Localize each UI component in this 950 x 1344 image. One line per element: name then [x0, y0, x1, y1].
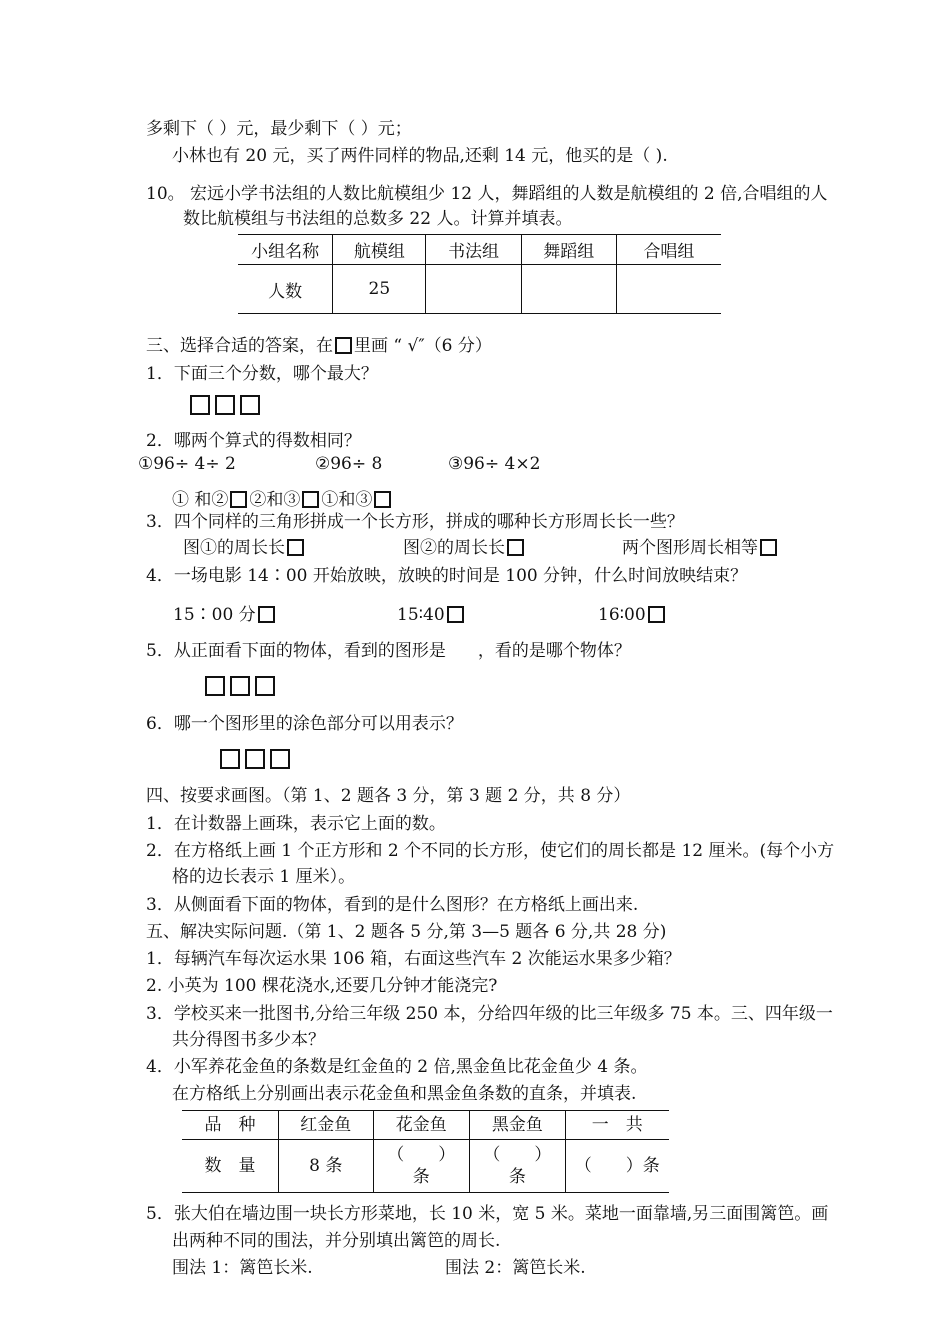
table-header: 合唱组 — [616, 235, 721, 265]
s5-q2-text: 2. 小英为 100 棵花浇水,还要几分钟才能浇完? — [146, 976, 498, 996]
section-4-heading: 四、按要求画图。（第 1、2 题各 3 分，第 3 题 2 分，共 8 分） — [146, 786, 631, 806]
table-cell[interactable] — [521, 265, 616, 314]
answer-checkbox[interactable] — [302, 491, 319, 508]
answer-checkbox[interactable] — [270, 749, 290, 769]
table-header: 航模组 — [333, 235, 426, 265]
s3-q3-option-2: 图②的周长长 — [403, 537, 526, 559]
s3-q1-choices — [190, 395, 260, 415]
answer-checkbox[interactable] — [240, 395, 260, 415]
table-cell[interactable] — [616, 265, 721, 314]
q10-text-1: 10。 宏远小学书法组的人数比航模组少 12 人，舞蹈组的人数是航模组的 2 倍,合唱组的人 — [146, 184, 828, 204]
answer-checkbox[interactable] — [374, 491, 391, 508]
table-cell: 25 — [333, 265, 426, 314]
s3-q3-option-1: 图①的周长长 — [183, 537, 306, 559]
s3-q6-text: 6．哪一个图形里的涂色部分可以用表示？ — [146, 714, 463, 734]
s3-q1-text: 1．下面三个分数，哪个最大？ — [146, 364, 378, 384]
s3-q4-text: 4．一场电影 14∶00 开始放映，放映的时间是 100 分钟，什么时间放映结束？ — [146, 566, 748, 586]
table-header: 一 共 — [565, 1111, 669, 1140]
s5-q5-text-1: 5．张大伯在墙边围一块长方形菜地，长 10 米，宽 5 米。菜地一面靠墙,另三面围篱笆。画 — [146, 1204, 829, 1224]
table-cell-total[interactable]: （ ）条 — [565, 1140, 669, 1193]
answer-checkbox[interactable] — [760, 539, 777, 556]
s3-q4-option-2: 15∶40 — [397, 604, 466, 626]
table-header: 花金鱼 — [373, 1111, 470, 1140]
answer-checkbox[interactable] — [255, 676, 275, 696]
s4-q2-text-2: 格的边长表示 1 厘米）。 — [172, 867, 356, 887]
answer-checkbox[interactable] — [220, 749, 240, 769]
table-header: 黑金鱼 — [470, 1111, 566, 1140]
answer-checkbox[interactable] — [258, 606, 275, 623]
s5-q4-text-2: 在方格纸上分别画出表示花金鱼和黑金鱼条数的直条，并填表. — [172, 1084, 637, 1104]
s5-q3-text-1: 3．学校买来一批图书,分给三年级 250 本，分给四年级的比三年级多 75 本。三、四年级一 — [146, 1004, 833, 1024]
s3-q2-choices: ① 和② ②和③ ①和③ — [172, 489, 393, 511]
answer-checkbox[interactable] — [287, 539, 304, 556]
s4-q1-text: 1．在计数器上画珠，表示它上面的数。 — [146, 814, 446, 834]
table-cell: 8 条 — [278, 1140, 373, 1193]
s3-q3-text: 3．四个同样的三角形拼成一个长方形，拼成的哪种长方形周长长一些？ — [146, 512, 684, 532]
answer-checkbox[interactable] — [648, 606, 665, 623]
group-table — [238, 234, 721, 314]
answer-checkbox[interactable] — [245, 749, 265, 769]
table-header: 品 种 — [182, 1111, 278, 1140]
line-remaining: 多剩下（ ）元，最少剩下（ ）元； — [146, 119, 412, 139]
table-header: 书法组 — [426, 235, 521, 265]
s4-q3-text: 3．从侧面看下面的物体，看到的是什么图形？在方格纸上画出来. — [146, 895, 639, 915]
answer-checkbox[interactable] — [215, 395, 235, 415]
s3-q2-option-1: ①96÷ 4÷ 2 — [138, 454, 236, 474]
s4-q2-text-1: 2．在方格纸上画 1 个正方形和 2 个不同的长方形，使它们的周长都是 12 厘米。(每个小方 — [146, 841, 835, 861]
q10-text-2: 数比航模组与书法组的总数多 22 人。计算并填表。 — [183, 209, 573, 229]
answer-checkbox[interactable] — [230, 491, 247, 508]
s5-q5-method-2: 围法 2：篱笆长米. — [445, 1258, 586, 1278]
s3-q3-option-3: 两个图形周长相等 — [622, 537, 779, 559]
s5-q5-method-1: 围法 1：篱笆长米. — [172, 1258, 313, 1278]
s3-q2-option-2: ②96÷ 8 — [315, 454, 383, 474]
table-header: 小组名称 — [238, 235, 333, 265]
s3-q4-option-1: 15∶00 分 — [173, 604, 277, 626]
s5-q1-text: 1．每辆汽车每次运水果 106 箱，右面这些汽车 2 次能运水果多少箱？ — [146, 949, 681, 969]
s3-q2-text: 2．哪两个算式的得数相同？ — [146, 431, 361, 451]
answer-checkbox[interactable] — [190, 395, 210, 415]
answer-checkbox[interactable] — [205, 676, 225, 696]
s5-q5-text-2: 出两种不同的围法，并分别填出篱笆的周长. — [172, 1231, 501, 1251]
s3-q5-text: 5．从正面看下面的物体，看到的图形是 ，看的是哪个物体？ — [146, 641, 631, 661]
section-5-heading: 五、解决实际问题.（第 1、2 题各 5 分,第 3—5 题各 6 分,共 28 分) — [146, 922, 667, 942]
answer-checkbox[interactable] — [507, 539, 524, 556]
s5-q3-text-2: 共分得图书多少本？ — [172, 1030, 325, 1050]
s3-q5-choices — [205, 676, 275, 696]
table-cell-blank[interactable]: （ ） 条 — [373, 1140, 470, 1193]
goldfish-table — [182, 1110, 669, 1193]
s5-q4-text-1: 4．小军养花金鱼的条数是红金鱼的 2 倍,黑金鱼比花金鱼少 4 条。 — [146, 1057, 648, 1077]
s3-q6-choices — [220, 749, 290, 769]
table-header: 红金鱼 — [278, 1111, 373, 1140]
table-cell-blank[interactable]: （ ） 条 — [470, 1140, 566, 1193]
table-cell[interactable] — [426, 265, 521, 314]
section-3-heading: 三、选择合适的答案，在 里画 “ √″（6 分） — [146, 336, 492, 356]
table-cell: 人数 — [238, 265, 333, 314]
s3-q2-option-3: ③96÷ 4×2 — [448, 454, 541, 474]
checkbox-icon — [335, 337, 352, 354]
answer-checkbox[interactable] — [230, 676, 250, 696]
answer-checkbox[interactable] — [447, 606, 464, 623]
table-header: 舞蹈组 — [521, 235, 616, 265]
line-xiaolin: 小林也有 20 元，买了两件同样的物品,还剩 14 元，他买的是（ ). — [172, 146, 668, 166]
s3-q4-option-3: 16∶00 — [598, 604, 667, 626]
table-row-label: 数 量 — [182, 1140, 278, 1193]
